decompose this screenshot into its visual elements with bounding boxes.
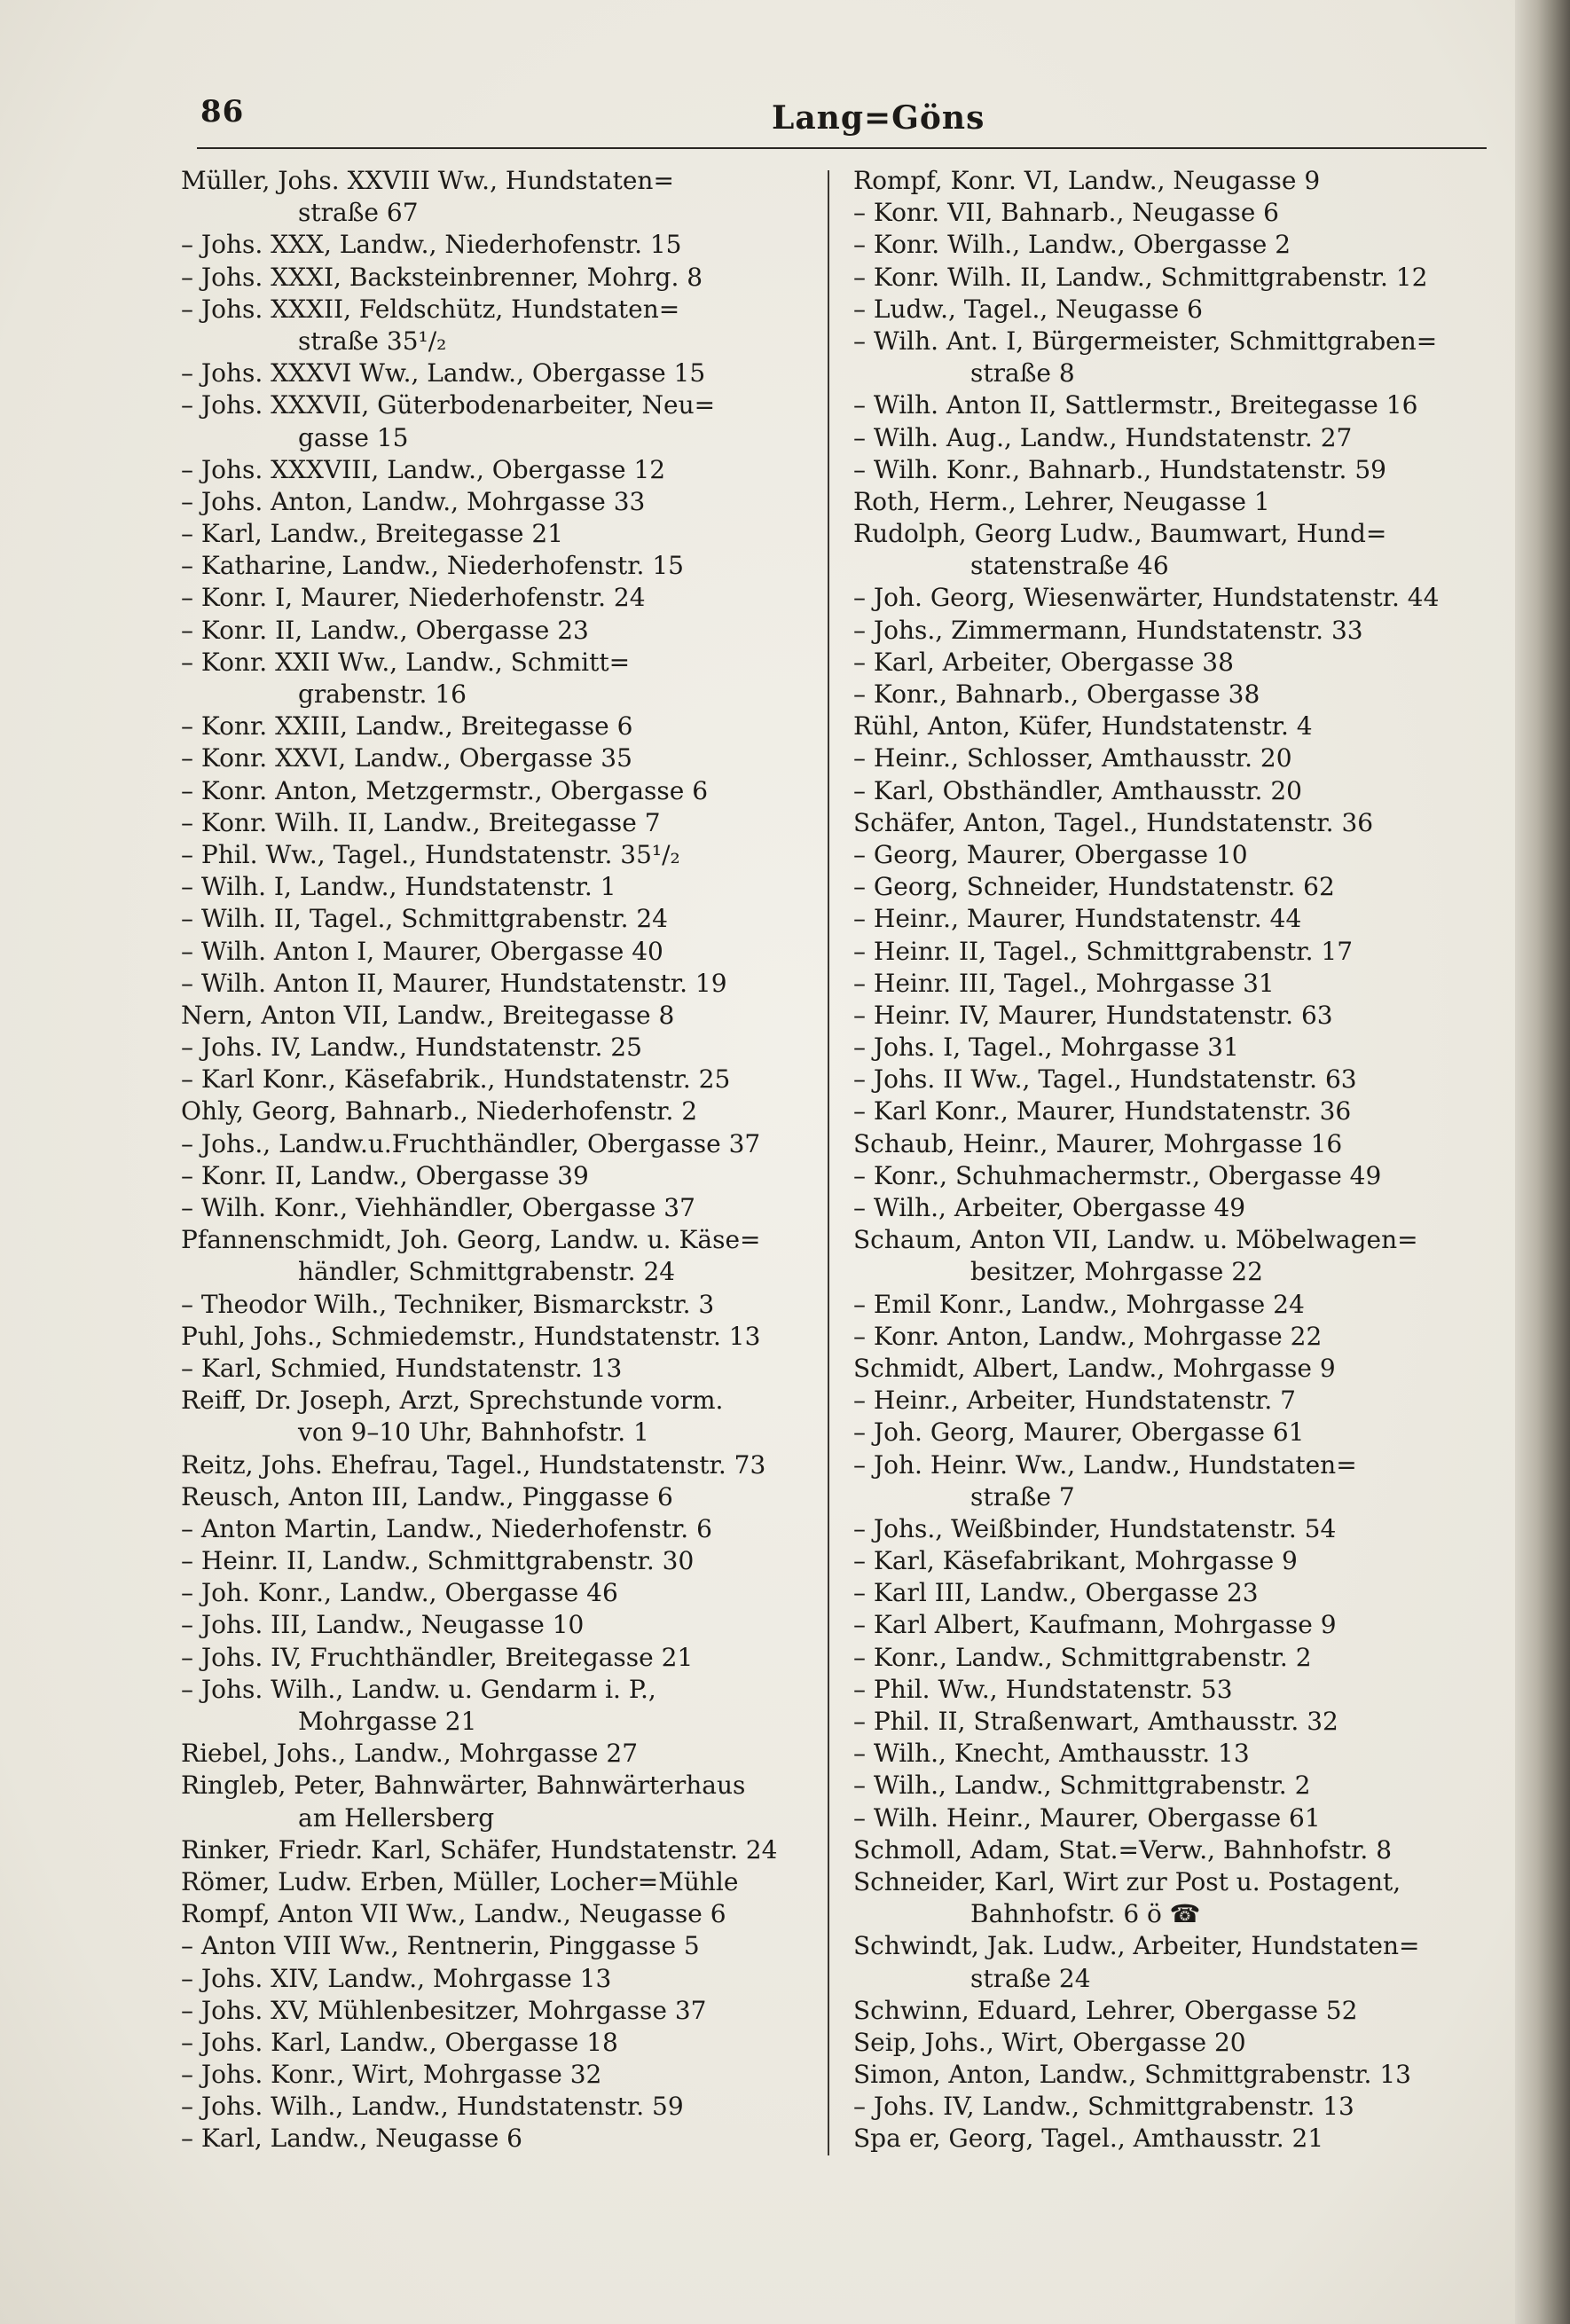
directory-entry [853, 1834, 1494, 1866]
directory-subentry [181, 1642, 812, 1674]
entry-text: – Johs. IV, Landw., Hundstatenstr. 25 [181, 1032, 642, 1063]
directory-subentry [181, 1192, 812, 1224]
entry-text: Puhl, Johs., Schmiedemstr., Hundstatenstr. 13 [181, 1321, 761, 1351]
directory-subentry [181, 1513, 812, 1545]
entry-text: Reusch, Anton III, Landw., Pinggasse 6 [181, 1481, 673, 1511]
directory-subentry [181, 1064, 812, 1095]
directory-subentry [853, 229, 1494, 261]
directory-entry-continuation [181, 326, 812, 357]
entry-text: Schmoll, Adam, Stat.=Verw., Bahnhofstr. 8 [853, 1834, 1393, 1865]
directory-entry [181, 1770, 812, 1802]
entry-text: – Heinr. IV, Maurer, Hundstatenstr. 63 [853, 1000, 1333, 1030]
entry-text: grabenstr. 16 [298, 679, 467, 709]
entry-text: Simon, Anton, Landw., Schmittgrabenstr. 13 [853, 2060, 1411, 2090]
entry-text: – Karl, Arbeiter, Obergasse 38 [853, 647, 1234, 677]
entry-text: – Johs. XXXI, Backsteinbrenner, Mohrg. 8 [181, 262, 703, 292]
entry-text: – Heinr. III, Tagel., Mohrgasse 31 [853, 968, 1275, 998]
directory-entry [181, 1866, 812, 1898]
entry-text: – Wilh. I, Landw., Hundstatenstr. 1 [181, 872, 616, 902]
directory-entry [181, 1481, 812, 1513]
entry-text: Müller, Johs. XXVIII Ww., Hundstaten= [181, 166, 674, 195]
directory-subentry [181, 903, 812, 935]
entry-text: – Konr. Wilh. II, Landw., Schmittgrabenstr. 12 [853, 262, 1428, 292]
entry-text: – Heinr., Maurer, Hundstatenstr. 44 [853, 904, 1302, 934]
directory-entry [853, 2059, 1494, 2091]
entry-text: Rinker, Friedr. Karl, Schäfer, Hundstatenstr. 24 [181, 1834, 778, 1865]
entry-text: – Wilh. Konr., Viehhändler, Obergasse 37 [181, 1193, 695, 1222]
entry-text: – Johs. XXX, Landw., Niederhofenstr. 15 [181, 230, 682, 260]
directory-subentry [181, 1963, 812, 1995]
entry-text: – Johs. XV, Mühlenbesitzer, Mohrgasse 37 [181, 1995, 707, 2025]
entry-text: – Johs. I, Tagel., Mohrgasse 31 [853, 1032, 1239, 1063]
directory-subentry [853, 968, 1494, 1000]
directory-entry [853, 711, 1494, 742]
entry-text: – Theodor Wilh., Techniker, Bismarckstr. 3 [181, 1289, 715, 1319]
directory-subentry [853, 1449, 1494, 1481]
entry-text: – Karl, Schmied, Hundstatenstr. 13 [181, 1353, 623, 1383]
directory-subentry [181, 839, 812, 871]
directory-entry-continuation [181, 1417, 812, 1449]
entry-text: – Johs., Zimmermann, Hundstatenstr. 33 [853, 615, 1363, 645]
entry-text: – Johs. III, Landw., Neugasse 10 [181, 1610, 585, 1640]
directory-entry [181, 1898, 812, 1930]
entry-text: – Johs. Anton, Landw., Mohrgasse 33 [181, 486, 646, 516]
entry-text: – Wilh., Knecht, Amthausstr. 13 [853, 1739, 1250, 1769]
directory-entry-continuation [853, 1898, 1494, 1930]
directory-subentry [853, 1577, 1494, 1609]
entry-text: – Johs. Karl, Landw., Obergasse 18 [181, 2027, 618, 2057]
directory-subentry [181, 1995, 812, 2027]
directory-entry-continuation [181, 1706, 812, 1738]
entry-text: – Johs. II Ww., Tagel., Hundstatenstr. 63 [853, 1064, 1357, 1095]
directory-entry-continuation [853, 357, 1494, 389]
entry-text: – Phil. II, Straßenwart, Amthausstr. 32 [853, 1707, 1338, 1736]
entry-text: von 9–10 Uhr, Bahnhofstr. 1 [298, 1417, 649, 1448]
entry-text: Bahnhofstr. 6 ö [970, 1899, 1162, 1929]
entry-text: – Johs. Wilh., Landw., Hundstatenstr. 59 [181, 2092, 684, 2122]
entry-text: Schaum, Anton VII, Landw. u. Möbelwagen= [853, 1225, 1418, 1255]
entry-text: – Johs. XXXII, Feldschütz, Hundstaten= [181, 294, 680, 324]
page-number: 86 [200, 94, 245, 130]
entry-text: Römer, Ludw. Erben, Müller, Locher=Mühle [181, 1866, 739, 1896]
directory-subentry [181, 389, 812, 421]
entry-text: – Joh. Georg, Maurer, Obergasse 61 [853, 1417, 1305, 1448]
entry-text: straße 7 [970, 1481, 1075, 1511]
directory-subentry [181, 550, 812, 582]
directory-entry-continuation [853, 1256, 1494, 1288]
entry-text: – Johs. XXXVII, Güterbodenarbeiter, Neu= [181, 390, 716, 420]
directory-subentry [853, 197, 1494, 229]
entry-text: – Emil Konr., Landw., Mohrgasse 24 [853, 1289, 1305, 1319]
entry-text: – Phil. Ww., Tagel., Hundstatenstr. 35¹/₂ [181, 839, 680, 869]
directory-subentry [181, 1032, 812, 1064]
entry-text: – Johs. XIV, Landw., Mohrgasse 13 [181, 1963, 612, 1993]
directory-entry-continuation [181, 1256, 812, 1288]
entry-text: Ohly, Georg, Bahnarb., Niederhofenstr. 2 [181, 1096, 698, 1127]
directory-entry [853, 518, 1494, 550]
entry-text: Schaub, Heinr., Maurer, Mohrgasse 16 [853, 1128, 1343, 1158]
directory-entry-continuation [181, 1802, 812, 1834]
directory-subentry [853, 1802, 1494, 1834]
directory-subentry [853, 582, 1494, 614]
entry-text: – Konr. VII, Bahnarb., Neugasse 6 [853, 198, 1279, 228]
directory-entry-continuation [853, 550, 1494, 582]
directory-subentry [853, 389, 1494, 421]
directory-subentry [853, 1609, 1494, 1641]
directory-subentry [853, 1417, 1494, 1449]
entry-text: Rompf, Konr. VI, Landw., Neugasse 9 [853, 166, 1321, 195]
entry-text: – Karl III, Landw., Obergasse 23 [853, 1578, 1259, 1608]
directory-entry [853, 1930, 1494, 1962]
directory-subentry [181, 968, 812, 1000]
entry-text: Rudolph, Georg Ludw., Baumwart, Hund= [853, 519, 1387, 549]
entry-text: – Wilh. Anton I, Maurer, Obergasse 40 [181, 936, 663, 966]
entry-text: – Ludw., Tagel., Neugasse 6 [853, 294, 1203, 324]
directory-subentry [853, 903, 1494, 935]
directory-subentry [853, 1000, 1494, 1032]
entry-text: Reiff, Dr. Joseph, Arzt, Sprechstunde vorm. [181, 1386, 724, 1416]
directory-subentry [853, 454, 1494, 486]
directory-entry [853, 486, 1494, 518]
entry-text: – Heinr., Arbeiter, Hundstatenstr. 7 [853, 1386, 1296, 1416]
entry-text: – Karl Konr., Maurer, Hundstatenstr. 36 [853, 1096, 1352, 1127]
entry-text: händler, Schmittgrabenstr. 24 [298, 1257, 676, 1287]
entry-text: Rompf, Anton VII Ww., Landw., Neugasse 6 [181, 1899, 726, 1929]
entry-text: gasse 15 [298, 422, 409, 452]
directory-subentry [853, 615, 1494, 647]
entry-text: – Wilh., Landw., Schmittgrabenstr. 2 [853, 1770, 1311, 1801]
book-spine-shadow [1515, 0, 1570, 2324]
entry-text: – Wilh., Arbeiter, Obergasse 49 [853, 1193, 1246, 1222]
entry-text: Roth, Herm., Lehrer, Neugasse 1 [853, 486, 1270, 516]
entry-text: – Wilh. Heinr., Maurer, Obergasse 61 [853, 1802, 1321, 1833]
entry-text: Ringleb, Peter, Bahnwärter, Bahnwärterhaus [181, 1770, 746, 1801]
entry-text: – Heinr. II, Tagel., Schmittgrabenstr. 17 [853, 936, 1354, 966]
entry-text: – Johs., Landw.u.Fruchthändler, Obergasse 37 [181, 1128, 761, 1158]
entry-text: – Georg, Maurer, Obergasse 10 [853, 839, 1248, 869]
directory-subentry [853, 1192, 1494, 1224]
directory-subentry [853, 839, 1494, 871]
directory-subentry [853, 1513, 1494, 1545]
entry-text: Schmidt, Albert, Landw., Mohrgasse 9 [853, 1353, 1336, 1383]
directory-subentry [853, 1770, 1494, 1802]
directory-entry [853, 1128, 1494, 1160]
directory-entry-continuation [181, 679, 812, 711]
header-rule [197, 147, 1487, 149]
directory-entry [181, 165, 812, 197]
entry-text: – Joh. Georg, Wiesenwärter, Hundstatenstr. 44 [853, 583, 1440, 613]
directory-subentry [181, 454, 812, 486]
directory-subentry [181, 2027, 812, 2059]
directory-subentry [853, 742, 1494, 774]
entry-text: – Johs. Wilh., Landw. u. Gendarm i. P., [181, 1674, 656, 1704]
directory-entry [181, 1321, 812, 1353]
entry-text: – Katharine, Landw., Niederhofenstr. 15 [181, 551, 684, 581]
directory-entry-continuation [853, 1481, 1494, 1513]
entry-text: – Konr. XXIII, Landw., Breitegasse 6 [181, 711, 633, 742]
entry-text: Nern, Anton VII, Landw., Breitegasse 8 [181, 1000, 675, 1030]
entry-text: – Heinr. II, Landw., Schmittgrabenstr. 30 [181, 1546, 695, 1576]
entry-text: – Wilh. Ant. I, Bürgermeister, Schmittgraben= [853, 326, 1438, 356]
directory-subentry [853, 679, 1494, 711]
directory-subentry [181, 711, 812, 742]
entry-text: – Konr. II, Landw., Obergasse 23 [181, 615, 589, 645]
entry-text: – Konr., Schuhmachermstr., Obergasse 49 [853, 1160, 1382, 1190]
entry-text: – Karl Albert, Kaufmann, Mohrgasse 9 [853, 1610, 1337, 1640]
directory-subentry [853, 326, 1494, 357]
entry-text: Schäfer, Anton, Tagel., Hundstatenstr. 36 [853, 807, 1374, 837]
telephone-icon: ☎ [1169, 1899, 1201, 1929]
entry-text: Pfannenschmidt, Joh. Georg, Landw. u. Käse= [181, 1225, 761, 1255]
directory-subentry [853, 294, 1494, 326]
entry-text: Schwinn, Eduard, Lehrer, Obergasse 52 [853, 1995, 1358, 2025]
entry-text: – Konr., Landw., Schmittgrabenstr. 2 [853, 1642, 1312, 1672]
directory-subentry [853, 1385, 1494, 1417]
entry-text: – Anton Martin, Landw., Niederhofenstr. 6 [181, 1513, 712, 1543]
directory-subentry [181, 518, 812, 550]
entry-text: – Johs. IV, Fruchthändler, Breitegasse 21 [181, 1642, 694, 1672]
entry-text: Rühl, Anton, Küfer, Hundstatenstr. 4 [853, 711, 1313, 742]
entry-text: – Karl, Obsthändler, Amthausstr. 20 [853, 775, 1302, 805]
entry-text: am Hellersberg [298, 1802, 495, 1833]
column-divider [828, 170, 829, 2155]
entry-text: straße 67 [298, 198, 419, 228]
entry-text: – Karl, Käsefabrikant, Mohrgasse 9 [853, 1546, 1298, 1576]
directory-subentry [853, 1321, 1494, 1353]
directory-subentry [853, 422, 1494, 454]
entry-text: – Konr. Wilh. II, Landw., Breitegasse 7 [181, 807, 661, 837]
entry-text: – Johs. Konr., Wirt, Mohrgasse 32 [181, 2060, 602, 2090]
entry-text: – Wilh. Konr., Bahnarb., Hundstatenstr. 59 [853, 454, 1386, 484]
directory-subentry [853, 936, 1494, 968]
left-column [181, 165, 812, 2155]
directory-subentry [181, 742, 812, 774]
directory-subentry [853, 1706, 1494, 1738]
directory-entry [181, 1000, 812, 1032]
entry-text: – Anton VIII Ww., Rentnerin, Pinggasse 5 [181, 1931, 700, 1961]
directory-subentry [181, 647, 812, 679]
directory-subentry [853, 1032, 1494, 1064]
directory-entry [853, 1995, 1494, 2027]
entry-text: – Wilh. Aug., Landw., Hundstatenstr. 27 [853, 422, 1353, 452]
directory-subentry [853, 1738, 1494, 1770]
directory-subentry [181, 2059, 812, 2091]
directory-entry [853, 807, 1494, 839]
entry-text: – Joh. Heinr. Ww., Landw., Hundstaten= [853, 1449, 1357, 1480]
directory-subentry [181, 486, 812, 518]
directory-subentry [853, 262, 1494, 294]
entry-text: Reitz, Johs. Ehefrau, Tagel., Hundstatenstr. 73 [181, 1449, 766, 1480]
directory-entry [181, 1095, 812, 1127]
directory-subentry [853, 1095, 1494, 1127]
entry-text: – Konr. Anton, Landw., Mohrgasse 22 [853, 1321, 1323, 1351]
right-column [853, 165, 1494, 2155]
entry-text: statenstraße 46 [970, 551, 1169, 581]
directory-subentry [181, 2091, 812, 2123]
directory-subentry [853, 1064, 1494, 1095]
entry-text: – Karl Konr., Käsefabrik., Hundstatenstr. 25 [181, 1064, 731, 1095]
entry-text: – Johs. XXXVIII, Landw., Obergasse 12 [181, 454, 666, 484]
entry-text: straße 24 [970, 1963, 1091, 1993]
directory-entry [181, 1385, 812, 1417]
entry-text: – Konr., Bahnarb., Obergasse 38 [853, 679, 1260, 709]
entry-text: – Heinr., Schlosser, Amthausstr. 20 [853, 743, 1292, 773]
directory-entry [853, 1866, 1494, 1898]
directory-subentry [853, 871, 1494, 903]
entry-text: – Konr. I, Maurer, Niederhofenstr. 24 [181, 583, 646, 613]
entry-text: – Konr. Anton, Metzgermstr., Obergasse 6 [181, 775, 709, 805]
directory-subentry [181, 1577, 812, 1609]
directory-subentry [853, 1545, 1494, 1577]
directory-entry [853, 2027, 1494, 2059]
entry-text: – Georg, Schneider, Hundstatenstr. 62 [853, 872, 1335, 902]
entry-text: – Konr. Wilh., Landw., Obergasse 2 [853, 230, 1291, 260]
entry-text: Spa er, Georg, Tagel., Amthausstr. 21 [853, 2124, 1324, 2154]
entry-text: Mohrgasse 21 [298, 1707, 477, 1736]
directory-subentry [181, 1289, 812, 1321]
directory-entry [853, 2123, 1494, 2155]
directory-subentry [181, 1674, 812, 1706]
directory-subentry [853, 647, 1494, 679]
directory-subentry [181, 807, 812, 839]
directory-subentry [853, 1289, 1494, 1321]
directory-entry [853, 165, 1494, 197]
directory-subentry [181, 1128, 812, 1160]
entry-text: straße 8 [970, 358, 1075, 389]
directory-subentry [181, 262, 812, 294]
entry-text: – Konr. II, Landw., Obergasse 39 [181, 1160, 589, 1190]
directory-entry [853, 1353, 1494, 1385]
directory-subentry [853, 775, 1494, 807]
directory-subentry [181, 1160, 812, 1192]
directory-subentry [181, 871, 812, 903]
directory-subentry [181, 615, 812, 647]
directory-entry-continuation [181, 422, 812, 454]
directory-subentry [853, 1642, 1494, 1674]
directory-entry [181, 1834, 812, 1866]
entry-text: – Wilh. II, Tagel., Schmittgrabenstr. 24 [181, 904, 668, 934]
entry-text: besitzer, Mohrgasse 22 [970, 1257, 1263, 1287]
directory-subentry [181, 582, 812, 614]
directory-entry-continuation [181, 197, 812, 229]
directory-subentry [181, 936, 812, 968]
entry-text: – Johs. XXXVI Ww., Landw., Obergasse 15 [181, 358, 706, 389]
directory-subentry [181, 2123, 812, 2155]
entry-text: Riebel, Johs., Landw., Mohrgasse 27 [181, 1739, 639, 1769]
entry-text: straße 35¹/₂ [298, 326, 447, 356]
directory-subentry [853, 1160, 1494, 1192]
directory-subentry [181, 1930, 812, 1962]
entry-text: – Konr. XXII Ww., Landw., Schmitt= [181, 647, 631, 677]
directory-entry [853, 1224, 1494, 1256]
entry-text: – Konr. XXVI, Landw., Obergasse 35 [181, 743, 632, 773]
entry-text: – Johs. IV, Landw., Schmittgrabenstr. 13 [853, 2092, 1354, 2122]
directory-entry [181, 1449, 812, 1481]
entry-text: – Wilh. Anton II, Sattlermstr., Breitegasse 16 [853, 390, 1418, 420]
entry-text: – Karl, Landw., Breitegasse 21 [181, 519, 564, 549]
entry-text: – Wilh. Anton II, Maurer, Hundstatenstr. 19 [181, 968, 727, 998]
directory-entry-continuation [853, 1963, 1494, 1995]
directory-subentry [181, 1353, 812, 1385]
entry-text: – Joh. Konr., Landw., Obergasse 46 [181, 1578, 618, 1608]
entry-text: – Karl, Landw., Neugasse 6 [181, 2124, 522, 2154]
entry-text: – Phil. Ww., Hundstatenstr. 53 [853, 1674, 1233, 1704]
directory-subentry [181, 775, 812, 807]
directory-subentry [181, 229, 812, 261]
entry-text: Schwindt, Jak. Ludw., Arbeiter, Hundstaten= [853, 1931, 1420, 1961]
directory-subentry [181, 1609, 812, 1641]
directory-subentry [853, 1674, 1494, 1706]
entry-text: Seip, Johs., Wirt, Obergasse 20 [853, 2027, 1246, 2057]
directory-subentry [181, 357, 812, 389]
directory-subentry [181, 294, 812, 326]
directory-subentry [181, 1545, 812, 1577]
directory-subentry [853, 2091, 1494, 2123]
directory-entry [181, 1224, 812, 1256]
directory-entry [181, 1738, 812, 1770]
entry-text: Schneider, Karl, Wirt zur Post u. Postagent, [853, 1866, 1401, 1896]
running-title: Lang=Göns [772, 99, 985, 137]
entry-text: – Johs., Weißbinder, Hundstatenstr. 54 [853, 1513, 1337, 1543]
